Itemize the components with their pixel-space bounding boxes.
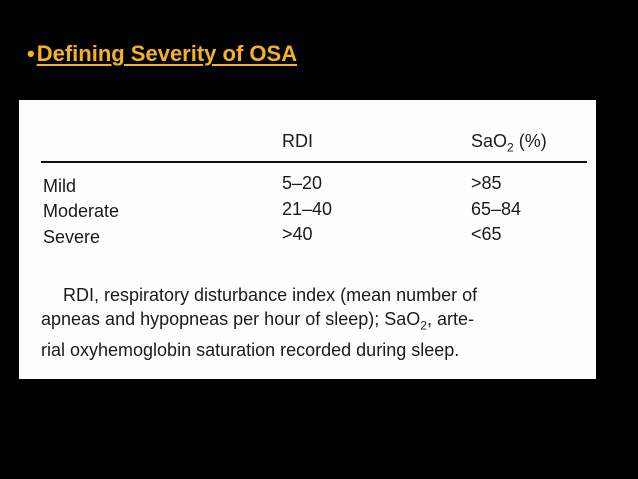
header-sao2-unit: (%) bbox=[513, 131, 547, 151]
footnote-line-2-sub: 2 bbox=[420, 318, 427, 333]
footnote-line-2 bbox=[41, 307, 589, 338]
severity-table-image bbox=[19, 100, 596, 379]
row-sao2: 65–84 bbox=[471, 199, 522, 219]
row-label: Severe bbox=[43, 227, 101, 247]
row-label: Mild bbox=[43, 176, 77, 196]
row-rdi: >40 bbox=[282, 224, 313, 244]
header-rdi: RDI bbox=[282, 131, 313, 151]
footnote-line-2-post: , arte- bbox=[426, 309, 474, 329]
header-sao2-sub: 2 bbox=[507, 140, 514, 155]
table-footnote bbox=[41, 283, 589, 362]
row-label: Moderate bbox=[43, 201, 120, 221]
header-rule bbox=[41, 161, 587, 163]
row-sao2: >85 bbox=[471, 173, 502, 193]
slide-title bbox=[27, 41, 297, 67]
footnote-line-2-pre: apneas and hypopneas per hour of sleep); SaO bbox=[41, 309, 421, 329]
header-sao2 bbox=[471, 131, 547, 155]
footnote-line-1: RDI, respiratory disturbance index (mean number of bbox=[63, 285, 478, 305]
row-rdi: 21–40 bbox=[282, 199, 333, 219]
title-bullet: • bbox=[27, 41, 35, 66]
row-rdi: 5–20 bbox=[282, 173, 323, 193]
footnote-line-3: rial oxyhemoglobin saturation recorded during sleep. bbox=[41, 339, 460, 360]
header-sao2-base: SaO bbox=[471, 131, 508, 151]
row-sao2: <65 bbox=[471, 224, 502, 244]
title-text: Defining Severity of OSA bbox=[36, 41, 298, 66]
